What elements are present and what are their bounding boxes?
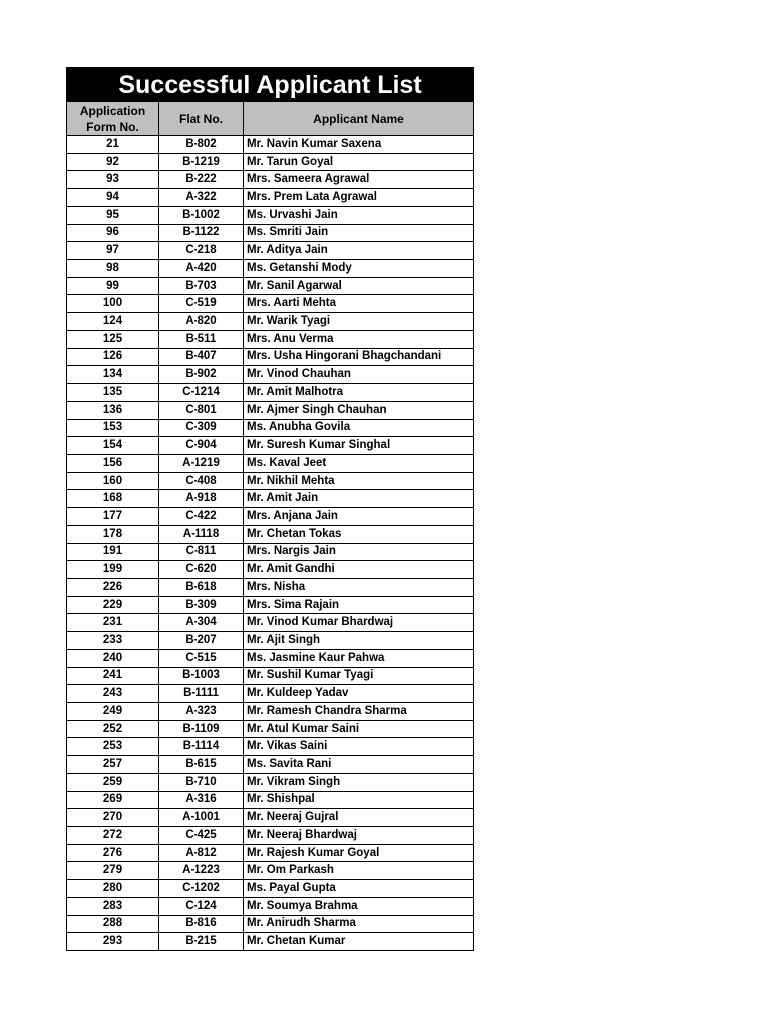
applicant-name-cell: Mr. Amit Gandhi bbox=[244, 561, 474, 579]
column-header-applicant-name: Applicant Name bbox=[244, 102, 474, 136]
applicant-name-cell: Mr. Vinod Kumar Bhardwaj bbox=[244, 614, 474, 632]
table-row bbox=[67, 454, 474, 472]
table-row bbox=[67, 596, 474, 614]
table-row bbox=[67, 685, 474, 703]
form-no-cell: 92 bbox=[67, 153, 159, 171]
flat-no-cell: A-323 bbox=[159, 703, 244, 721]
applicant-name-cell: Mrs. Prem Lata Agrawal bbox=[244, 189, 474, 207]
applicant-name-cell: Mr. Anirudh Sharma bbox=[244, 915, 474, 933]
form-no-cell: 240 bbox=[67, 649, 159, 667]
applicant-name-cell: Mr. Neeraj Gujral bbox=[244, 809, 474, 827]
applicant-name-cell: Mr. Atul Kumar Saini bbox=[244, 720, 474, 738]
applicant-name-cell: Mrs. Aarti Mehta bbox=[244, 295, 474, 313]
table-row bbox=[67, 366, 474, 384]
table-row bbox=[67, 224, 474, 242]
applicant-name-cell: Ms. Jasmine Kaur Pahwa bbox=[244, 649, 474, 667]
table-row bbox=[67, 844, 474, 862]
form-no-cell: 98 bbox=[67, 260, 159, 278]
flat-no-cell: B-511 bbox=[159, 330, 244, 348]
flat-no-cell: B-222 bbox=[159, 171, 244, 189]
table-row bbox=[67, 437, 474, 455]
applicant-name-cell: Mr. Sanil Agarwal bbox=[244, 277, 474, 295]
table-row bbox=[67, 738, 474, 756]
flat-no-cell: B-215 bbox=[159, 933, 244, 951]
flat-no-cell: C-425 bbox=[159, 827, 244, 845]
flat-no-cell: A-420 bbox=[159, 260, 244, 278]
form-no-cell: 156 bbox=[67, 454, 159, 472]
form-no-cell: 231 bbox=[67, 614, 159, 632]
applicant-name-cell: Mrs. Sima Rajain bbox=[244, 596, 474, 614]
applicant-list-sheet bbox=[66, 67, 474, 951]
form-no-cell: 160 bbox=[67, 472, 159, 490]
applicant-name-cell: Mr. Tarun Goyal bbox=[244, 153, 474, 171]
table-row bbox=[67, 756, 474, 774]
form-no-cell: 21 bbox=[67, 136, 159, 154]
applicant-name-cell: Mrs. Anjana Jain bbox=[244, 508, 474, 526]
flat-no-cell: C-904 bbox=[159, 437, 244, 455]
applicant-name-cell: Mr. Amit Jain bbox=[244, 490, 474, 508]
flat-no-cell: B-1114 bbox=[159, 738, 244, 756]
flat-no-cell: B-309 bbox=[159, 596, 244, 614]
table-row bbox=[67, 880, 474, 898]
flat-no-cell: A-1223 bbox=[159, 862, 244, 880]
flat-no-cell: B-407 bbox=[159, 348, 244, 366]
flat-no-cell: B-618 bbox=[159, 578, 244, 596]
table-row bbox=[67, 313, 474, 331]
applicant-name-cell: Mr. Vikram Singh bbox=[244, 773, 474, 791]
table-header bbox=[67, 102, 474, 136]
form-no-cell: 241 bbox=[67, 667, 159, 685]
applicant-name-cell: Mr. Soumya Brahma bbox=[244, 897, 474, 915]
form-no-cell: 168 bbox=[67, 490, 159, 508]
flat-no-cell: A-1001 bbox=[159, 809, 244, 827]
form-no-cell: 135 bbox=[67, 384, 159, 402]
flat-no-cell: B-902 bbox=[159, 366, 244, 384]
column-header-form-no: Application Form No. bbox=[67, 102, 159, 136]
form-no-cell: 257 bbox=[67, 756, 159, 774]
table-row bbox=[67, 508, 474, 526]
header-row bbox=[67, 102, 474, 136]
flat-no-cell: C-309 bbox=[159, 419, 244, 437]
applicant-name-cell: Mr. Neeraj Bhardwaj bbox=[244, 827, 474, 845]
form-no-cell: 270 bbox=[67, 809, 159, 827]
table-row bbox=[67, 809, 474, 827]
flat-no-cell: B-207 bbox=[159, 632, 244, 650]
applicant-name-cell: Mrs. Sameera Agrawal bbox=[244, 171, 474, 189]
table-row bbox=[67, 472, 474, 490]
applicant-name-cell: Ms. Payal Gupta bbox=[244, 880, 474, 898]
form-no-cell: 280 bbox=[67, 880, 159, 898]
flat-no-cell: B-816 bbox=[159, 915, 244, 933]
flat-no-cell: C-620 bbox=[159, 561, 244, 579]
table-row bbox=[67, 827, 474, 845]
flat-no-cell: C-801 bbox=[159, 401, 244, 419]
flat-no-cell: A-1118 bbox=[159, 525, 244, 543]
form-no-cell: 177 bbox=[67, 508, 159, 526]
table-row bbox=[67, 773, 474, 791]
table-row bbox=[67, 401, 474, 419]
column-header-flat-no: Flat No. bbox=[159, 102, 244, 136]
table-row bbox=[67, 649, 474, 667]
form-no-cell: 252 bbox=[67, 720, 159, 738]
form-no-cell: 124 bbox=[67, 313, 159, 331]
applicant-name-cell: Mr. Kuldeep Yadav bbox=[244, 685, 474, 703]
table-row bbox=[67, 791, 474, 809]
form-no-cell: 249 bbox=[67, 703, 159, 721]
table-row bbox=[67, 348, 474, 366]
flat-no-cell: C-422 bbox=[159, 508, 244, 526]
flat-no-cell: B-1002 bbox=[159, 206, 244, 224]
flat-no-cell: C-218 bbox=[159, 242, 244, 260]
applicant-name-cell: Mr. Ramesh Chandra Sharma bbox=[244, 703, 474, 721]
table-row bbox=[67, 189, 474, 207]
applicant-name-cell: Mrs. Nisha bbox=[244, 578, 474, 596]
form-no-cell: 95 bbox=[67, 206, 159, 224]
applicant-name-cell: Ms. Urvashi Jain bbox=[244, 206, 474, 224]
flat-no-cell: B-1111 bbox=[159, 685, 244, 703]
form-no-cell: 243 bbox=[67, 685, 159, 703]
form-no-cell: 134 bbox=[67, 366, 159, 384]
table-row bbox=[67, 384, 474, 402]
table-row bbox=[67, 561, 474, 579]
table-row bbox=[67, 206, 474, 224]
applicant-name-cell: Mr. Sushil Kumar Tyagi bbox=[244, 667, 474, 685]
flat-no-cell: A-316 bbox=[159, 791, 244, 809]
table-row bbox=[67, 862, 474, 880]
applicant-name-cell: Ms. Getanshi Mody bbox=[244, 260, 474, 278]
applicant-name-cell: Mrs. Nargis Jain bbox=[244, 543, 474, 561]
form-no-cell: 154 bbox=[67, 437, 159, 455]
table-row bbox=[67, 933, 474, 951]
table-row bbox=[67, 578, 474, 596]
flat-no-cell: A-322 bbox=[159, 189, 244, 207]
applicant-name-cell: Mr. Warik Tyagi bbox=[244, 313, 474, 331]
flat-no-cell: B-1003 bbox=[159, 667, 244, 685]
flat-no-cell: C-519 bbox=[159, 295, 244, 313]
form-no-cell: 96 bbox=[67, 224, 159, 242]
applicant-name-cell: Mr. Ajit Singh bbox=[244, 632, 474, 650]
table-row bbox=[67, 703, 474, 721]
form-no-cell: 153 bbox=[67, 419, 159, 437]
applicant-name-cell: Mr. Aditya Jain bbox=[244, 242, 474, 260]
flat-no-cell: B-1122 bbox=[159, 224, 244, 242]
form-no-cell: 136 bbox=[67, 401, 159, 419]
table-row bbox=[67, 277, 474, 295]
form-no-cell: 253 bbox=[67, 738, 159, 756]
form-no-cell: 288 bbox=[67, 915, 159, 933]
table-row bbox=[67, 153, 474, 171]
flat-no-cell: B-1219 bbox=[159, 153, 244, 171]
flat-no-cell: C-1202 bbox=[159, 880, 244, 898]
form-no-cell: 199 bbox=[67, 561, 159, 579]
table-row bbox=[67, 171, 474, 189]
form-no-cell: 191 bbox=[67, 543, 159, 561]
flat-no-cell: C-124 bbox=[159, 897, 244, 915]
applicant-name-cell: Mr. Vikas Saini bbox=[244, 738, 474, 756]
form-no-cell: 99 bbox=[67, 277, 159, 295]
applicant-name-cell: Mr. Chetan Tokas bbox=[244, 525, 474, 543]
form-no-cell: 93 bbox=[67, 171, 159, 189]
table-row bbox=[67, 632, 474, 650]
table-row bbox=[67, 897, 474, 915]
form-no-cell: 279 bbox=[67, 862, 159, 880]
form-no-cell: 100 bbox=[67, 295, 159, 313]
form-no-cell: 276 bbox=[67, 844, 159, 862]
form-no-cell: 125 bbox=[67, 330, 159, 348]
table-row bbox=[67, 330, 474, 348]
applicant-name-cell: Ms. Smriti Jain bbox=[244, 224, 474, 242]
flat-no-cell: C-515 bbox=[159, 649, 244, 667]
applicant-name-cell: Mr. Navin Kumar Saxena bbox=[244, 136, 474, 154]
table-row bbox=[67, 419, 474, 437]
flat-no-cell: B-1109 bbox=[159, 720, 244, 738]
table-row bbox=[67, 260, 474, 278]
form-no-cell: 97 bbox=[67, 242, 159, 260]
flat-no-cell: A-1219 bbox=[159, 454, 244, 472]
applicant-name-cell: Mr. Amit Malhotra bbox=[244, 384, 474, 402]
applicant-name-cell: Ms. Anubha Govila bbox=[244, 419, 474, 437]
form-no-cell: 259 bbox=[67, 773, 159, 791]
table-row bbox=[67, 915, 474, 933]
table-row bbox=[67, 667, 474, 685]
table-row bbox=[67, 720, 474, 738]
applicant-name-cell: Ms. Kaval Jeet bbox=[244, 454, 474, 472]
flat-no-cell: B-703 bbox=[159, 277, 244, 295]
applicant-name-cell: Mr. Nikhil Mehta bbox=[244, 472, 474, 490]
flat-no-cell: B-615 bbox=[159, 756, 244, 774]
table-row bbox=[67, 543, 474, 561]
page-title: Successful Applicant List bbox=[66, 67, 474, 101]
flat-no-cell: A-820 bbox=[159, 313, 244, 331]
form-no-cell: 94 bbox=[67, 189, 159, 207]
applicant-name-cell: Mr. Vinod Chauhan bbox=[244, 366, 474, 384]
table-row bbox=[67, 525, 474, 543]
table-row bbox=[67, 136, 474, 154]
applicant-name-cell: Mrs. Usha Hingorani Bhagchandani bbox=[244, 348, 474, 366]
applicant-name-cell: Mr. Ajmer Singh Chauhan bbox=[244, 401, 474, 419]
flat-no-cell: B-802 bbox=[159, 136, 244, 154]
applicant-name-cell: Ms. Savita Rani bbox=[244, 756, 474, 774]
table-row bbox=[67, 490, 474, 508]
applicant-name-cell: Mr. Shishpal bbox=[244, 791, 474, 809]
form-no-cell: 226 bbox=[67, 578, 159, 596]
flat-no-cell: A-812 bbox=[159, 844, 244, 862]
flat-no-cell: B-710 bbox=[159, 773, 244, 791]
applicant-name-cell: Mr. Rajesh Kumar Goyal bbox=[244, 844, 474, 862]
form-no-cell: 272 bbox=[67, 827, 159, 845]
flat-no-cell: A-304 bbox=[159, 614, 244, 632]
table-row bbox=[67, 614, 474, 632]
flat-no-cell: A-918 bbox=[159, 490, 244, 508]
table-body bbox=[67, 136, 474, 951]
form-no-cell: 293 bbox=[67, 933, 159, 951]
applicant-table bbox=[66, 101, 474, 951]
applicant-name-cell: Mr. Chetan Kumar bbox=[244, 933, 474, 951]
flat-no-cell: C-1214 bbox=[159, 384, 244, 402]
form-no-cell: 178 bbox=[67, 525, 159, 543]
form-no-cell: 126 bbox=[67, 348, 159, 366]
form-no-cell: 283 bbox=[67, 897, 159, 915]
table-row bbox=[67, 242, 474, 260]
form-no-cell: 229 bbox=[67, 596, 159, 614]
applicant-name-cell: Mr. Om Parkash bbox=[244, 862, 474, 880]
form-no-cell: 269 bbox=[67, 791, 159, 809]
applicant-name-cell: Mrs. Anu Verma bbox=[244, 330, 474, 348]
flat-no-cell: C-811 bbox=[159, 543, 244, 561]
flat-no-cell: C-408 bbox=[159, 472, 244, 490]
applicant-name-cell: Mr. Suresh Kumar Singhal bbox=[244, 437, 474, 455]
table-row bbox=[67, 295, 474, 313]
form-no-cell: 233 bbox=[67, 632, 159, 650]
